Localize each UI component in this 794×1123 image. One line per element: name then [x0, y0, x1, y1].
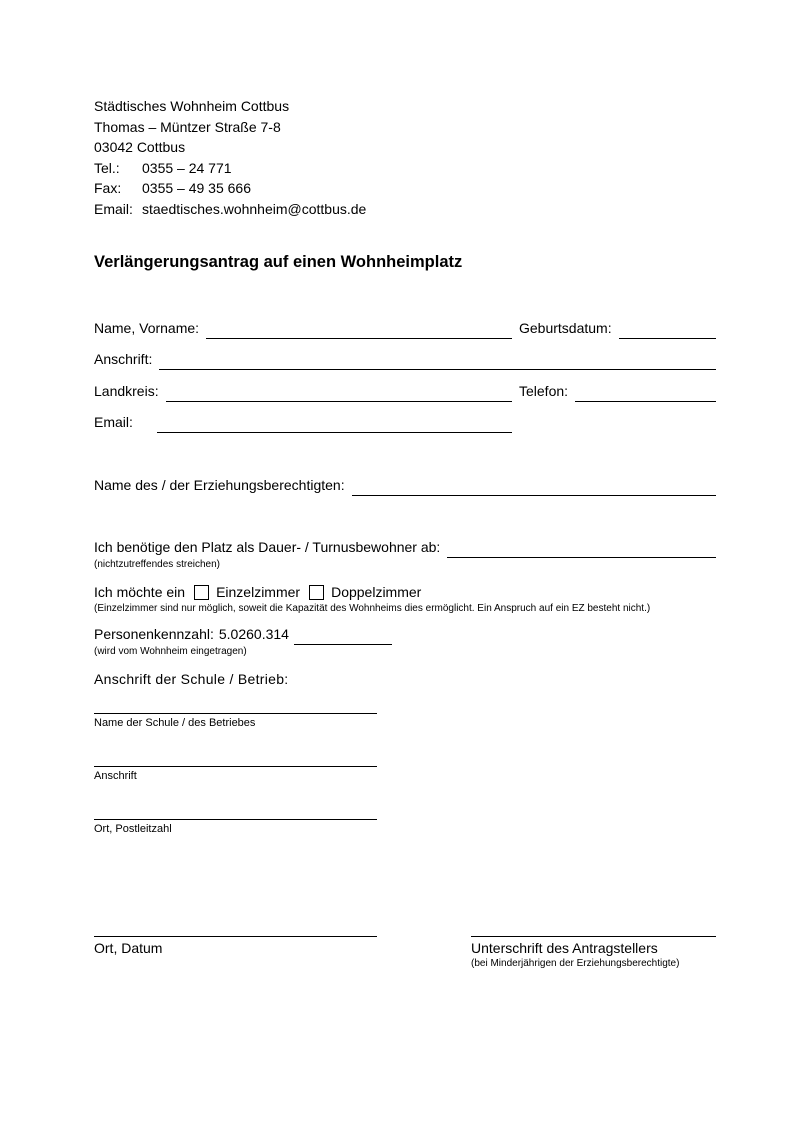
unterschrift-fieldgroup: [471, 936, 716, 970]
email-label: Email:: [94, 200, 133, 217]
letterhead: [94, 96, 716, 220]
row-name-geburtsdatum: [94, 319, 716, 339]
letterhead-organization: Städtisches Wohnheim Cottbus: [94, 98, 290, 114]
schule-ort-label: Ort, Postleitzahl: [94, 823, 172, 836]
erziehungsberechtigte-label: Name des / der Erziehungsberechtigten:: [94, 477, 345, 494]
personenkennzahl-note: (wird vom Wohnheim eingetragen): [94, 646, 247, 658]
schule-anschrift-label: Anschrift: [94, 770, 137, 783]
row-personenkennzahl: [94, 625, 716, 645]
signature-section: [94, 936, 716, 970]
telefon-field-line: [575, 382, 716, 402]
letterhead-fax: [94, 178, 716, 199]
platz-ab-field-line: [447, 538, 716, 558]
erziehungsberechtigte-field-line: [352, 476, 716, 496]
letterhead-tel: [94, 158, 716, 179]
zimmer-note: (Einzelzimmer sind nur möglich, soweit die Kapazität des Wohnheims dies ermöglicht. Ein Anspruch auf ein EZ besteht nicht.): [94, 603, 651, 615]
letterhead-street: Thomas – Müntzer Straße 7-8: [94, 118, 281, 135]
ort-datum-fieldgroup: [94, 936, 377, 970]
email-value: staedtisches.wohnheim@cottbus.de: [142, 200, 367, 217]
doppelzimmer-label: Doppelzimmer: [331, 584, 422, 601]
anschrift-label: Anschrift:: [94, 351, 153, 368]
row-landkreis-telefon: [94, 382, 716, 402]
anschrift-field-line: [159, 350, 716, 370]
row-erziehungsberechtigte: [94, 476, 716, 496]
landkreis-label: Landkreis:: [94, 382, 159, 399]
geburtsdatum-field-line: [619, 319, 716, 339]
geburtsdatum-label: Geburtsdatum:: [519, 319, 612, 336]
letterhead-city: 03042 Cottbus: [94, 139, 186, 156]
einzelzimmer-checkbox: [194, 585, 209, 600]
personenkennzahl-field-line: [294, 625, 392, 645]
form-title: Verlängerungsantrag auf einen Wohnheimplatz: [94, 252, 463, 271]
email-field-line: [157, 413, 512, 433]
row-anschrift: [94, 350, 716, 370]
zimmer-prefix-label: Ich möchte ein: [94, 584, 186, 601]
tel-value: 0355 – 24 771: [142, 159, 232, 176]
name-vorname-field-line: [206, 319, 512, 339]
schule-name-label: Name der Schule / des Betriebes: [94, 717, 256, 730]
fax-label: Fax:: [94, 180, 122, 197]
spacer: [512, 382, 519, 402]
telefon-label: Telefon:: [519, 382, 569, 399]
schule-ort-fieldgroup: [94, 819, 377, 836]
row-platz-ab: [94, 538, 716, 558]
letterhead-email: [94, 199, 716, 220]
personenkennzahl-label: Personenkennzahl:: [94, 626, 214, 643]
ort-datum-label: Ort, Datum: [94, 940, 163, 957]
row-zimmer-auswahl: [94, 583, 716, 602]
email-field-label: Email:: [94, 414, 133, 431]
schule-heading: Anschrift der Schule / Betrieb:: [94, 671, 289, 688]
schule-name-fieldgroup: [94, 713, 377, 730]
spacer: [512, 319, 519, 339]
name-vorname-group: [94, 319, 512, 339]
personenkennzahl-value: 5.0260.314: [218, 626, 289, 643]
tel-label: Tel.:: [94, 159, 120, 176]
platz-ab-note: (nichtzutreffendes streichen): [94, 559, 220, 571]
personal-data-section: [94, 319, 716, 434]
landkreis-group: [94, 382, 512, 402]
landkreis-field-line: [166, 382, 512, 402]
row-email: [94, 413, 716, 433]
name-vorname-label: Name, Vorname:: [94, 319, 200, 336]
einzelzimmer-label: Einzelzimmer: [216, 584, 301, 601]
doppelzimmer-checkbox: [309, 585, 324, 600]
fax-value: 0355 – 49 35 666: [142, 180, 251, 197]
platz-ab-label: Ich benötige den Platz als Dauer- / Turnusbewohner ab:: [94, 539, 441, 556]
schule-anschrift-fieldgroup: [94, 766, 377, 783]
unterschrift-label: Unterschrift des Antragstellers: [471, 940, 658, 957]
unterschrift-note: (bei Minderjährigen der Erziehungsberechtigte): [471, 958, 680, 970]
